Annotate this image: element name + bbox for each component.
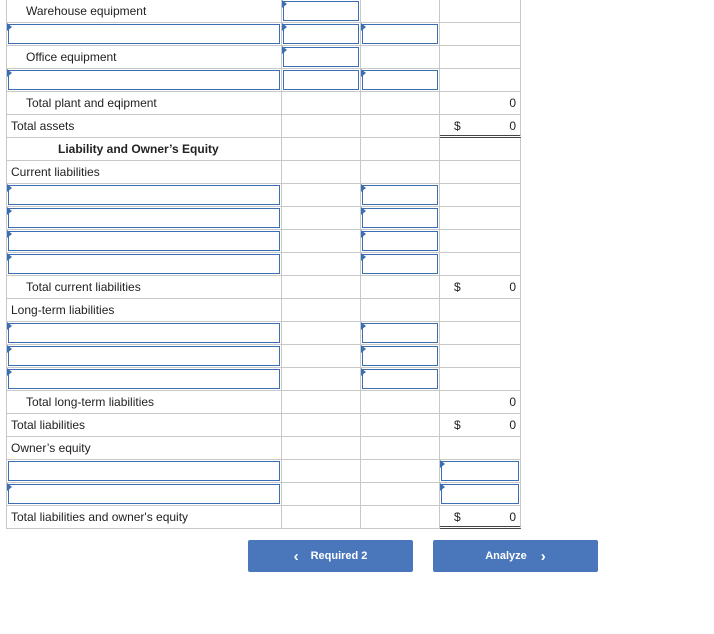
table-row (6, 322, 521, 345)
table-row (6, 92, 521, 115)
dropdown-marker-icon (440, 483, 445, 491)
account-select-input[interactable] (8, 323, 280, 343)
amount-input[interactable] (362, 231, 438, 251)
previous-button-label: Required 2 (310, 550, 368, 562)
table-row (6, 460, 521, 483)
dropdown-marker-icon (7, 207, 12, 215)
amount-input[interactable] (283, 70, 359, 90)
table-row (6, 207, 521, 230)
total-long-term-liabilities-label: Total long-term liabilities (26, 395, 155, 409)
amount-input[interactable] (362, 254, 438, 274)
table-row (6, 253, 521, 276)
owners-equity-label: Owner’s equity (11, 441, 91, 455)
table-row (6, 161, 521, 184)
table-row (6, 391, 521, 414)
account-select-input[interactable] (8, 185, 280, 205)
warehouse-equipment-label: Warehouse equipment (26, 4, 147, 18)
dropdown-marker-icon (361, 230, 366, 238)
total-liabilities-value: 0 (509, 418, 516, 432)
analyze-button[interactable] (433, 540, 598, 572)
table-row (6, 46, 521, 69)
dropdown-marker-icon (282, 23, 287, 31)
account-select-input[interactable] (8, 70, 280, 90)
account-select-input[interactable] (8, 346, 280, 366)
dropdown-marker-icon (282, 46, 287, 54)
dropdown-marker-icon (361, 207, 366, 215)
liability-equity-heading: Liability and Owner’s Equity (58, 142, 219, 156)
amount-input[interactable] (362, 323, 438, 343)
dropdown-marker-icon (361, 23, 366, 31)
total-long-term-liabilities-value: 0 (509, 395, 516, 409)
amount-input[interactable] (362, 24, 438, 44)
dropdown-marker-icon (7, 23, 12, 31)
balance-sheet-table (6, 0, 521, 529)
table-row (6, 483, 521, 506)
amount-input[interactable] (441, 461, 519, 481)
table-row (6, 368, 521, 391)
dropdown-marker-icon (7, 345, 12, 353)
office-equipment-label: Office equipment (26, 50, 117, 64)
account-select-input[interactable] (8, 254, 280, 274)
account-select-input[interactable] (8, 24, 280, 44)
dropdown-marker-icon (7, 184, 12, 192)
account-select-input[interactable] (8, 484, 280, 504)
dropdown-marker-icon (7, 253, 12, 261)
total-current-liabilities-value: 0 (509, 280, 516, 294)
amount-input[interactable] (362, 185, 438, 205)
account-select-input[interactable] (8, 208, 280, 228)
table-row (6, 414, 521, 437)
total-assets-label: Total assets (11, 119, 75, 133)
table-row (6, 115, 521, 138)
previous-required-button[interactable] (248, 540, 413, 572)
dropdown-marker-icon (361, 322, 366, 330)
dropdown-marker-icon (361, 253, 366, 261)
office-equipment-cost-input[interactable] (283, 47, 359, 67)
table-row (6, 345, 521, 368)
total-plant-value: 0 (509, 96, 516, 110)
dropdown-marker-icon (361, 368, 366, 376)
dropdown-marker-icon (7, 483, 12, 491)
dropdown-marker-icon (7, 69, 12, 77)
currency-symbol: $ (454, 510, 461, 524)
total-assets-value: 0 (509, 119, 516, 133)
dropdown-marker-icon (7, 368, 12, 376)
amount-input[interactable] (283, 24, 359, 44)
table-row (6, 0, 521, 23)
chevron-left-icon: ‹ (293, 547, 299, 565)
total-current-liabilities-label: Total current liabilities (26, 280, 141, 294)
amount-input[interactable] (441, 484, 519, 504)
warehouse-equipment-cost-input[interactable] (283, 1, 359, 21)
table-row (6, 506, 521, 529)
currency-symbol: $ (454, 418, 461, 432)
table-row (6, 299, 521, 322)
table-row (6, 276, 521, 299)
total-liabilities-equity-value: 0 (509, 510, 516, 524)
table-row (6, 437, 521, 460)
account-select-input[interactable] (8, 461, 280, 481)
total-liabilities-equity-label: Total liabilities and owner's equity (11, 510, 189, 524)
table-row (6, 138, 521, 161)
dropdown-marker-icon (361, 184, 366, 192)
currency-symbol: $ (454, 280, 461, 294)
dropdown-marker-icon (361, 345, 366, 353)
chevron-right-icon: › (540, 547, 546, 565)
amount-input[interactable] (362, 70, 438, 90)
table-row (6, 23, 521, 46)
currency-symbol: $ (454, 119, 461, 133)
amount-input[interactable] (362, 346, 438, 366)
table-row (6, 230, 521, 253)
total-plant-label: Total plant and eqipment (26, 96, 157, 110)
dropdown-marker-icon (7, 322, 12, 330)
account-select-input[interactable] (8, 369, 280, 389)
dropdown-marker-icon (282, 0, 287, 8)
total-liabilities-label: Total liabilities (11, 418, 86, 432)
table-row (6, 69, 521, 92)
dropdown-marker-icon (7, 230, 12, 238)
dropdown-marker-icon (440, 460, 445, 468)
long-term-liabilities-label: Long-term liabilities (11, 303, 115, 317)
amount-input[interactable] (362, 369, 438, 389)
amount-input[interactable] (362, 208, 438, 228)
table-row (6, 184, 521, 207)
next-button-label: Analyze (485, 550, 527, 562)
dropdown-marker-icon (361, 69, 366, 77)
current-liabilities-label: Current liabilities (11, 165, 100, 179)
account-select-input[interactable] (8, 231, 280, 251)
